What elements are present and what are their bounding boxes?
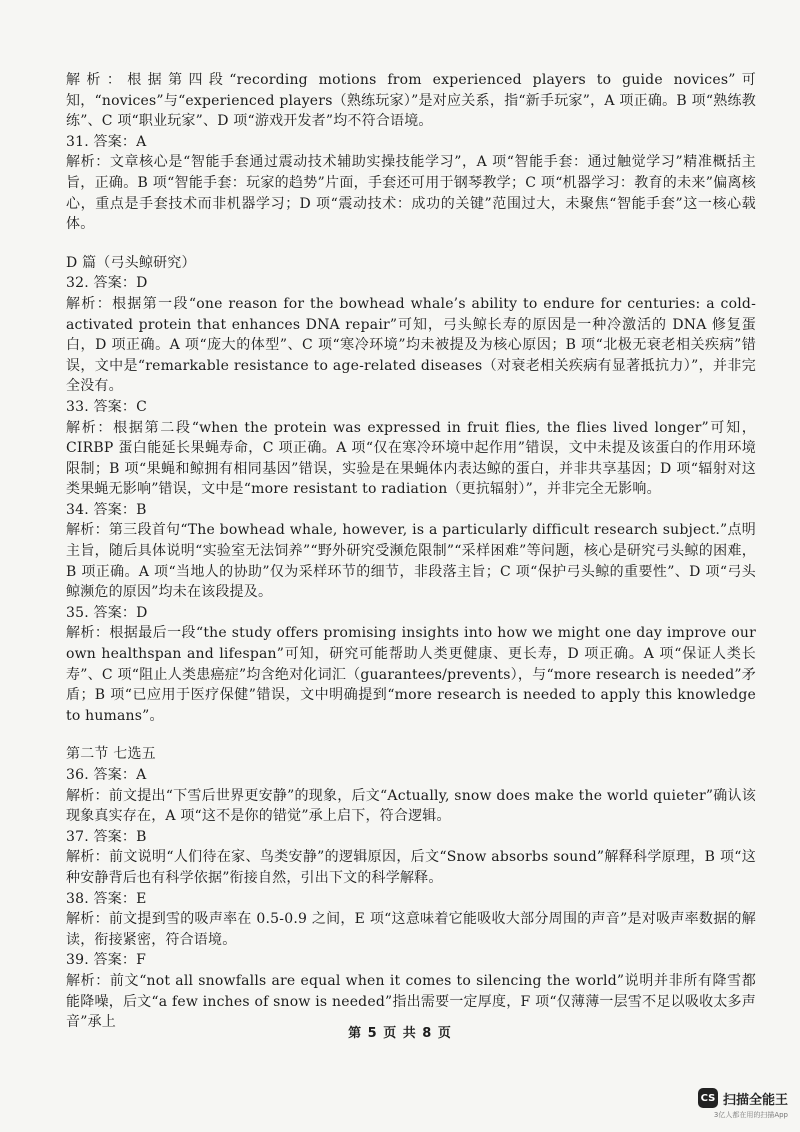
section-heading: D 篇（弓头鲸研究） [66,254,196,271]
section-gap [66,235,756,253]
scanner-watermark [698,1088,788,1120]
explanation-paragraph: 解析：根据最后一段“the study offers promising insights into how we might one day improve our own healthspan and lifespan”可知，研究可能帮助人类更健康、更长寿，D 项正确。A 项“保证人类长寿”、C 项“阻止人类患癌症”均含绝对化词汇（guarantees/prevents），与“more research is needed”矛盾；B 项“已应用于医疗保健”错误，文中明确提到“more research is needed to apply this knowledge to humans”。 [66,625,756,724]
answer-line: 37. 答案：B [66,828,147,845]
explanation-paragraph: 解析：根据第二段“when the protein was expressed in fruit flies, the flies lived longer”可知，CIRBP 蛋白能延长果蝇寿命，C 项正确。A 项“仅在寒冷环境中起作用”错误，文中未提及该蛋白的作用环境限制；B 项“果蝇和鲸拥有相同基因”错误，实验是在果蝇体内表达鲸的蛋白，并非共享基因；D 项“辐射对这类果蝇无影响”错误，文中是“more resistant to radiation（更抗辐射）”，并非完全无影响。 [66,419,756,498]
section-heading: 第二节 七选五 [66,746,156,763]
page-footer: 第 5 页 共 8 页 [348,1026,452,1041]
explanation-paragraph: 解析：第三段首句“The bowhead whale, however, is a particularly difficult research subject.”点明主旨，随后具体说明“实验室无法饲养”“野外研究受濒危限制”“采样困难”等问题，核心是研究弓头鲸的困难，B 项正确。A 项“当地人的协助”仅为采样环节的细节，非段落主旨；C 项“保护弓头鲸的重要性”、D 项“弓头鲸濒危的原因”均未在该段提及。 [66,522,756,601]
answer-line: 34. 答案：B [66,501,147,518]
explanation-paragraph: 解析：文章核心是“智能手套通过震动技术辅助实操技能学习”，A 项“智能手套：通过触觉学习”精准概括主旨，正确。B 项“智能手套：玩家的趋势”片面，手套还可用于钢琴教学；C 项“机器学习：教育的未来”偏离核心，重点是手套技术而非机器学习；D 项“震动技术：成功的关键”范围过大，未聚焦“智能手套”这一核心载体。 [66,154,756,233]
answer-line: 33. 答案：C [66,398,148,415]
answer-line: 31. 答案：A [66,133,147,150]
answer-line: 36. 答案：A [66,767,147,783]
answer-line: 35. 答案：D [66,604,148,621]
explanation-paragraph: 解析：根据第一段“one reason for the bowhead whale’s ability to endure for centuries: a cold-activated protein that enhances DNA repair”可知，弓头鲸长寿的原因是一种冷激活的 DNA 修复蛋白，D 项正确。A 项“庞大的体型”、C 项“寒冷环境”均未被提及为核心原因；B 项“北极无衰老相关疾病”错误，文中是“remarkable resistance to age-related diseases（对衰老相关疾病有显著抵抗力）”，并非完全没有。 [66,295,756,395]
explanation-paragraph: 解析：前文“not all snowfalls are equal when it comes to silencing the world”说明并非所有降雪都能降噪，后文“a few inches of snow is needed”指出需要一定厚度，F 项“仅薄薄一层雪不足以吸收太多声音”承上 [66,972,756,1031]
explanation-paragraph: 解析：前文提到雪的吸声率在 0.5-0.9 之间，E 项“这意味着它能吸收大部分周围的声音”是对吸声率数据的解读，衔接紧密，符合语境。 [66,911,756,948]
camscanner-logo-icon: CS [698,1088,718,1108]
explanation-paragraph: 解析：根据第四段“recording motions from experienced players to guide novices”可知，“novices”与“experienced players（熟练玩家）”是对应关系，指“新手玩家”，A 项正确。B 项“熟练教练”、C 项“职业玩家”、D 项“游戏开发者”均不符合语境。 [66,72,756,130]
answer-line: 39. 答案：F [66,952,147,969]
answer-line: 32. 答案：D [66,275,148,292]
section-gap [66,726,756,744]
watermark-app-name: 扫描全能王 [722,1092,788,1108]
explanation-paragraph: 解析：前文提出“下雪后世界更安静”的现象，后文“Actually, snow does make the world quieter”确认该现象真实存在，A 项“这不是你的错觉”承上启下，符合逻辑。 [66,787,756,825]
page-content [66,70,756,1033]
watermark-tagline: 3亿人都在用的扫描App [713,1111,788,1119]
answer-line: 38. 答案：E [66,890,147,907]
explanation-paragraph: 解析：前文说明“人们待在家、鸟类安静”的逻辑原因，后文“Snow absorbs sound”解释科学原理，B 项“这种安静背后也有科学依据”衔接自然，引出下文的科学解释。 [66,849,756,886]
